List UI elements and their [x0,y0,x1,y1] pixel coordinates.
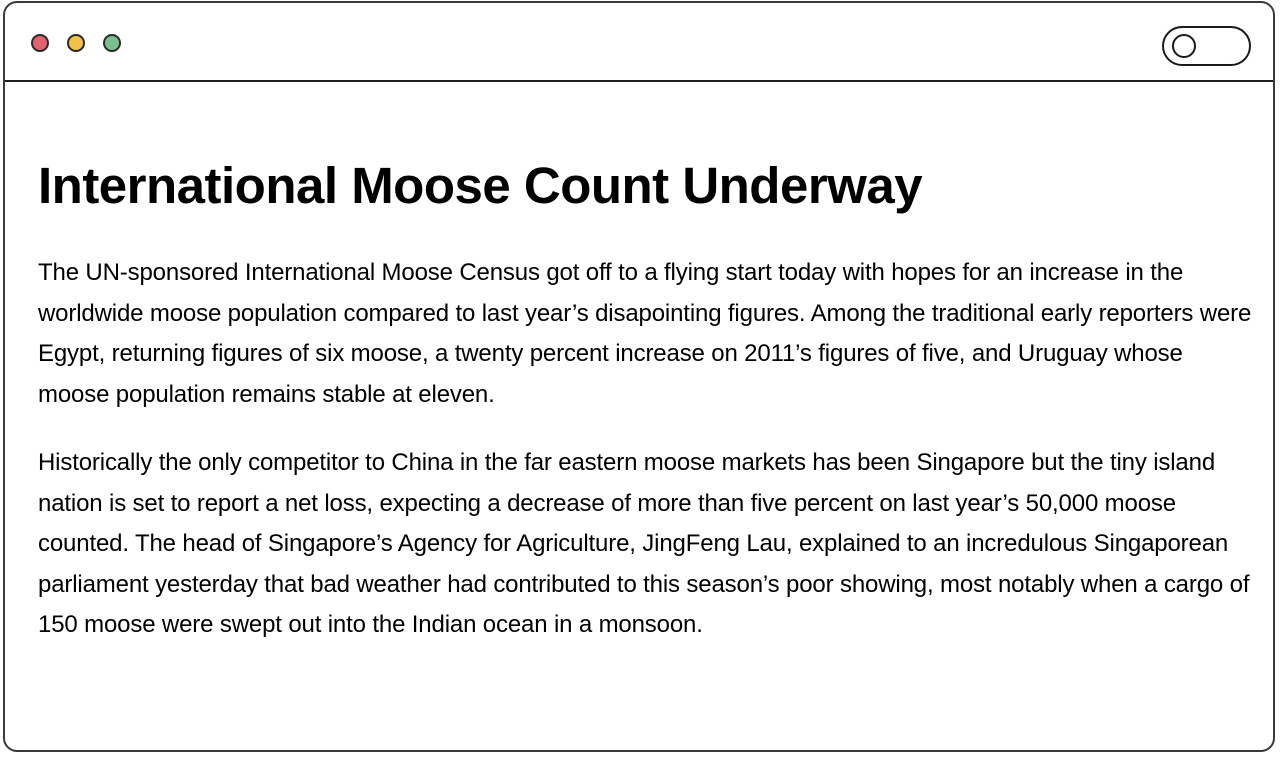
article-paragraph: Historically the only competitor to China in the far eastern moose markets has been Singapore but the tiny island nation is set to report a net loss, expecting a decrease of more than five percent on last year’s 50,000 moose counted. The head of Singapore’s Agency for Agriculture, JingFeng Lau, explained to an incredulous Singaporean parliament yesterday that bad weather had contributed to this season’s poor showing, most notably when a cargo of 150 moose were swept out into the Indian ocean in a monsoon. [38,449,1250,638]
browser-window [3,1,1275,752]
maximize-window-button[interactable] [103,34,121,52]
theme-toggle-switch[interactable] [1162,26,1251,66]
article-paragraph: The UN-sponsored International Moose Census got off to a flying start today with hopes for an increase in the worldwide moose population compared to last year’s disapointing figures. Among the traditional early reporters were Egypt, returning figures of six moose, a twenty percent increase on 2011’s figures of five, and Uruguay whose moose population remains stable at eleven. [38,259,1252,408]
article [38,153,1258,646]
minimize-window-button[interactable] [67,34,85,52]
article-headline: International Moose Count Underway [38,157,923,214]
toggle-knob [1172,34,1196,58]
title-bar [5,3,1273,82]
close-window-button[interactable] [31,34,49,52]
